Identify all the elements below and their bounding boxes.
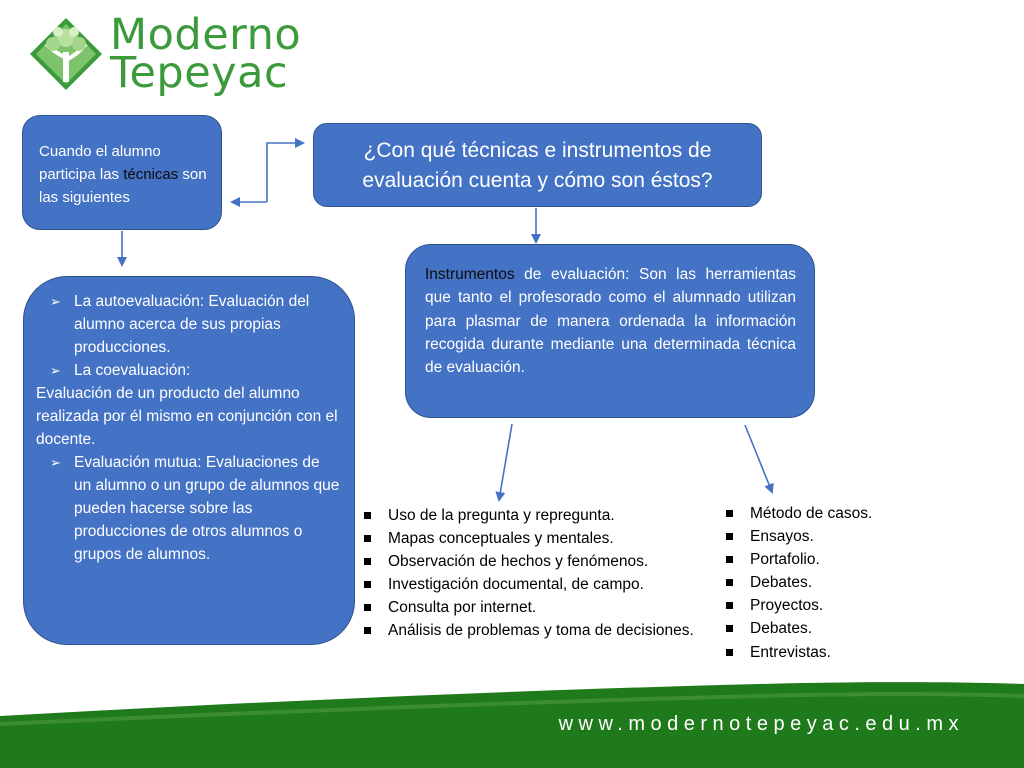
evaluation-types-box xyxy=(23,276,355,645)
participation-text-start: Cuando el alumno participa las xyxy=(39,143,161,183)
list-item: Ensayos. xyxy=(724,525,944,548)
coevaluation-text: La coevaluación: xyxy=(74,362,191,379)
question-text: ¿Con qué técnicas e instrumentos de evaluación cuenta y cómo son éstos? xyxy=(362,139,713,192)
participation-box xyxy=(22,115,222,230)
instruments-definition-box xyxy=(405,244,815,418)
list-item: Entrevistas. xyxy=(724,641,944,664)
list-item: Método de casos. xyxy=(724,502,944,525)
evaluation-type-item xyxy=(50,359,340,382)
question-box xyxy=(313,123,762,207)
instruments-keyword: Instrumentos xyxy=(425,266,515,283)
list-item: Proyectos. xyxy=(724,594,944,617)
list-item: Análisis de problemas y toma de decisiones. xyxy=(362,619,697,642)
instruments-definition-text: de evaluación: Son las herramientas que tanto el profesorado como el alumnado utilizan para plasmar de manera ordenada la información recogida durante mediante una determinada técnica de evaluación. xyxy=(425,266,796,377)
participation-text-end: son las siguientes xyxy=(39,166,207,206)
arrow-to-techniques xyxy=(499,424,512,500)
list-item: Uso de la pregunta y repregunta. xyxy=(362,504,697,527)
website-url[interactable]: www.modernotepeyac.edu.mx xyxy=(558,713,964,735)
coevaluation-detail: Evaluación de un producto del alumno realizada por él mismo en conjunción con el docente. xyxy=(36,385,338,448)
participation-keyword: técnicas xyxy=(123,166,179,183)
list-item: Debates. xyxy=(724,617,944,640)
logo-word-tepeyac: Tepeyac xyxy=(110,48,289,98)
list-item: Observación de hechos y fenómenos. xyxy=(362,550,697,573)
arrow-to-question xyxy=(267,143,303,202)
list-item: Mapas conceptuales y mentales. xyxy=(362,527,697,550)
arrow-to-instruments xyxy=(745,425,772,492)
logo-word-moderno: Moderno xyxy=(110,10,302,60)
list-item: Investigación documental, de campo. xyxy=(362,573,697,596)
autoevaluation-text: La autoevaluación: Evaluación del alumno acerca de sus propias producciones. xyxy=(74,293,310,356)
evaluation-type-item xyxy=(50,451,340,566)
mutual-evaluation-text: Evaluación mutua: Evaluaciones de un alumno o un grupo de alumnos que pueden hacerse sobre las producciones de otros alumnos o grupos de alumnos. xyxy=(74,454,340,563)
instruments-list xyxy=(724,502,944,664)
techniques-list xyxy=(362,504,697,643)
list-item: Consulta por internet. xyxy=(362,596,697,619)
list-item: Debates. xyxy=(724,571,944,594)
list-item: Portafolio. xyxy=(724,548,944,571)
evaluation-type-item xyxy=(50,290,340,359)
